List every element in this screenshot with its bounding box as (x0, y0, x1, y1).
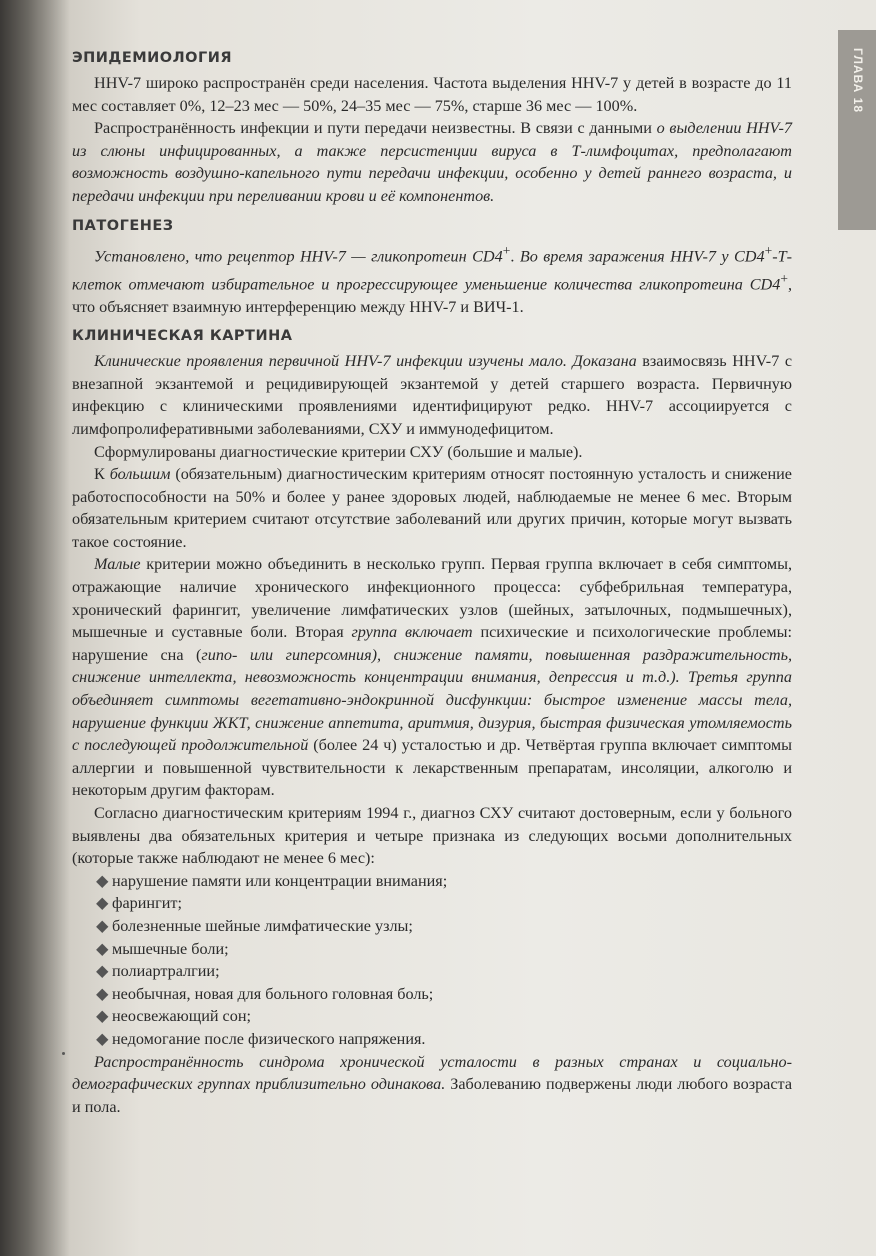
paragraph (72, 240, 792, 319)
criteria-list (72, 870, 792, 1051)
superscript: + (780, 270, 788, 286)
list-item (72, 1005, 792, 1028)
italic-run: гипо- или гиперсомния), снижение памяти, повышенная раздражительность, снижение интеллекта, невозможность концентрации внимания, депрессия и т.д.). Третья группа объединяет симптомы вегетативно-эндокринной дисфункции: быстрое изменение массы тела, нарушение функции ЖКТ, снижение аппетита, аритмия, дизурия, быстрая физическая утомляемость с последующей продолжительной (72, 645, 792, 755)
text-run: Заболеванию подвержены люди любого возраста и пола. (72, 1075, 793, 1116)
paragraph (72, 117, 792, 207)
page-content (72, 40, 792, 1118)
paragraph (72, 553, 792, 802)
text-run: Сформулированы диагностические критерии СХУ (большие и малые). (94, 442, 583, 461)
text-run: Распространённость инфекции и пути передачи неизвестны. В связи с данными (94, 119, 657, 138)
text-run: взаимосвязь HHV-7 с внезапной экзантемой и рецидивирующей экзантемой у детей старшего возраста. Первичную инфекцию с клиническими проявлениями идентифицируют редко. HHV-7 ассоциируется с лимфопролиферативными заболеваниями, СХУ и иммунодефицитом. (72, 352, 792, 438)
list-item (72, 938, 792, 961)
paragraph (72, 72, 792, 117)
italic-run: группа включает (351, 623, 473, 642)
text-run: К (94, 465, 110, 484)
text-run: . (510, 246, 520, 265)
bullet-icon: ◆ (96, 916, 109, 935)
bullet-icon: ◆ (96, 1007, 109, 1026)
list-item (72, 983, 792, 1006)
section-heading: ЭПИДЕМИОЛОГИЯ (72, 50, 233, 66)
section-epidemiology (72, 46, 792, 208)
chapter-tab (838, 30, 876, 230)
text-run: Согласно диагностическим критериям 1994 г., диагноз СХУ считают достоверным, если у больного выявлены два обязательных критерия и четыре признака из следующих восьми дополнительных (которые также наблюдают не менее 6 мес): (72, 804, 792, 868)
superscript: + (764, 242, 773, 258)
section-heading: ПАТОГЕНЕЗ (72, 217, 174, 234)
text-run: (более 24 ч) усталостью и др. Четвёртая группа включает симптомы аллергии и повышенной чувствительности к лекарственным препаратам, инсоляции, алкоголю и некоторым другим факторам. (72, 736, 792, 800)
italic-run: Во время заражения HHV-7 у CD4 (519, 246, 765, 265)
list-item-text: неосвежающий сон; (112, 1007, 252, 1026)
italic-run: Малые (94, 555, 141, 574)
section-pathogenesis (72, 214, 792, 319)
list-item-text: необычная, новая для больного головная боль; (112, 984, 434, 1003)
italic-run: Установлено, что рецептор HHV-7 — гликопротеин CD4 (94, 246, 503, 265)
italic-run: -Т-клеток отмечают избирательное и прогрессирующее уменьшение количества гликопротеина CD4 (72, 246, 793, 293)
bullet-icon: ◆ (96, 894, 109, 913)
text-run: (обязательным) диагностическим критериям относят постоянную усталость и снижение работоспособности на 50% и более у ранее здоровых людей, наблюдаемые не менее 6 мес. Вторым обязательным критерием считают отсутствие заболеваний или других причин, которые могут вызвать такое состояние. (72, 465, 792, 551)
section-clinical-picture (72, 324, 792, 1118)
paragraph (72, 802, 792, 870)
paragraph (72, 1051, 792, 1119)
bullet-icon: ◆ (96, 984, 109, 1003)
list-item (72, 1028, 792, 1051)
bullet-icon: ◆ (96, 962, 109, 981)
superscript: + (502, 242, 511, 258)
list-item (72, 960, 792, 983)
paragraph (72, 441, 792, 464)
text-run: , что объясняет взаимную интерференцию между HHV-7 и ВИЧ-1. (72, 274, 792, 316)
list-item-text: фарингит; (112, 894, 182, 913)
list-item (72, 870, 792, 893)
list-item-text: нарушение памяти или концентрации внимания; (112, 871, 448, 890)
chapter-tab-label: ГЛАВА 18 (851, 48, 865, 114)
section-heading: КЛИНИЧЕСКАЯ КАРТИНА (72, 328, 293, 345)
italic-run: Распространённость синдрома хронической усталости в разных странах и социально-демографических группах приблизительно одинакова. (72, 1052, 792, 1094)
list-item-text: недомогание после физического напряжения. (112, 1029, 426, 1048)
bullet-icon: ◆ (96, 1029, 109, 1048)
italic-run: большим (109, 465, 171, 484)
text-run: критерии можно объединить в несколько групп. Первая группа включает в себя симптомы, отражающие наличие хронического инфекционного процесса: субфебрильная температура, хронический фарингит, увеличение лимфатических узлов (шейных, затылочных, подмышечных), мышечные и суставные боли. Вторая (72, 555, 792, 642)
text-run: HHV-7 широко распространён среди населения. Частота выделения HHV-7 у детей в возрасте до 11 мес составляет 0%, 12–23 мес — 50%, 24–35 мес — 75%, старше 36 мес — 100%. (72, 74, 792, 115)
list-item (72, 915, 792, 938)
list-item-text: полиартралгии; (112, 962, 220, 981)
paragraph (72, 350, 792, 440)
list-item-text: мышечные боли; (112, 939, 229, 958)
list-item-text: болезненные шейные лимфатические узлы; (112, 916, 413, 935)
list-item (72, 892, 792, 915)
text-run: психические и психологические проблемы: нарушение сна ( (72, 623, 792, 664)
bullet-icon: ◆ (96, 939, 109, 958)
paragraph (72, 463, 792, 553)
italic-run: Клинические проявления первичной HHV-7 инфекции изучены мало. Доказана (94, 352, 637, 371)
italic-run: о выделении HHV-7 из слюны инфицированных, а также персистенции вируса в Т-лимфоцитах, предполагают возможность воздушно-капельного пути передачи инфекции, особенно у детей раннего возраста, и передачи инфекции при переливании крови и её компонентов. (72, 119, 792, 205)
bullet-icon: ◆ (96, 871, 109, 890)
scan-shadow (0, 0, 70, 1256)
